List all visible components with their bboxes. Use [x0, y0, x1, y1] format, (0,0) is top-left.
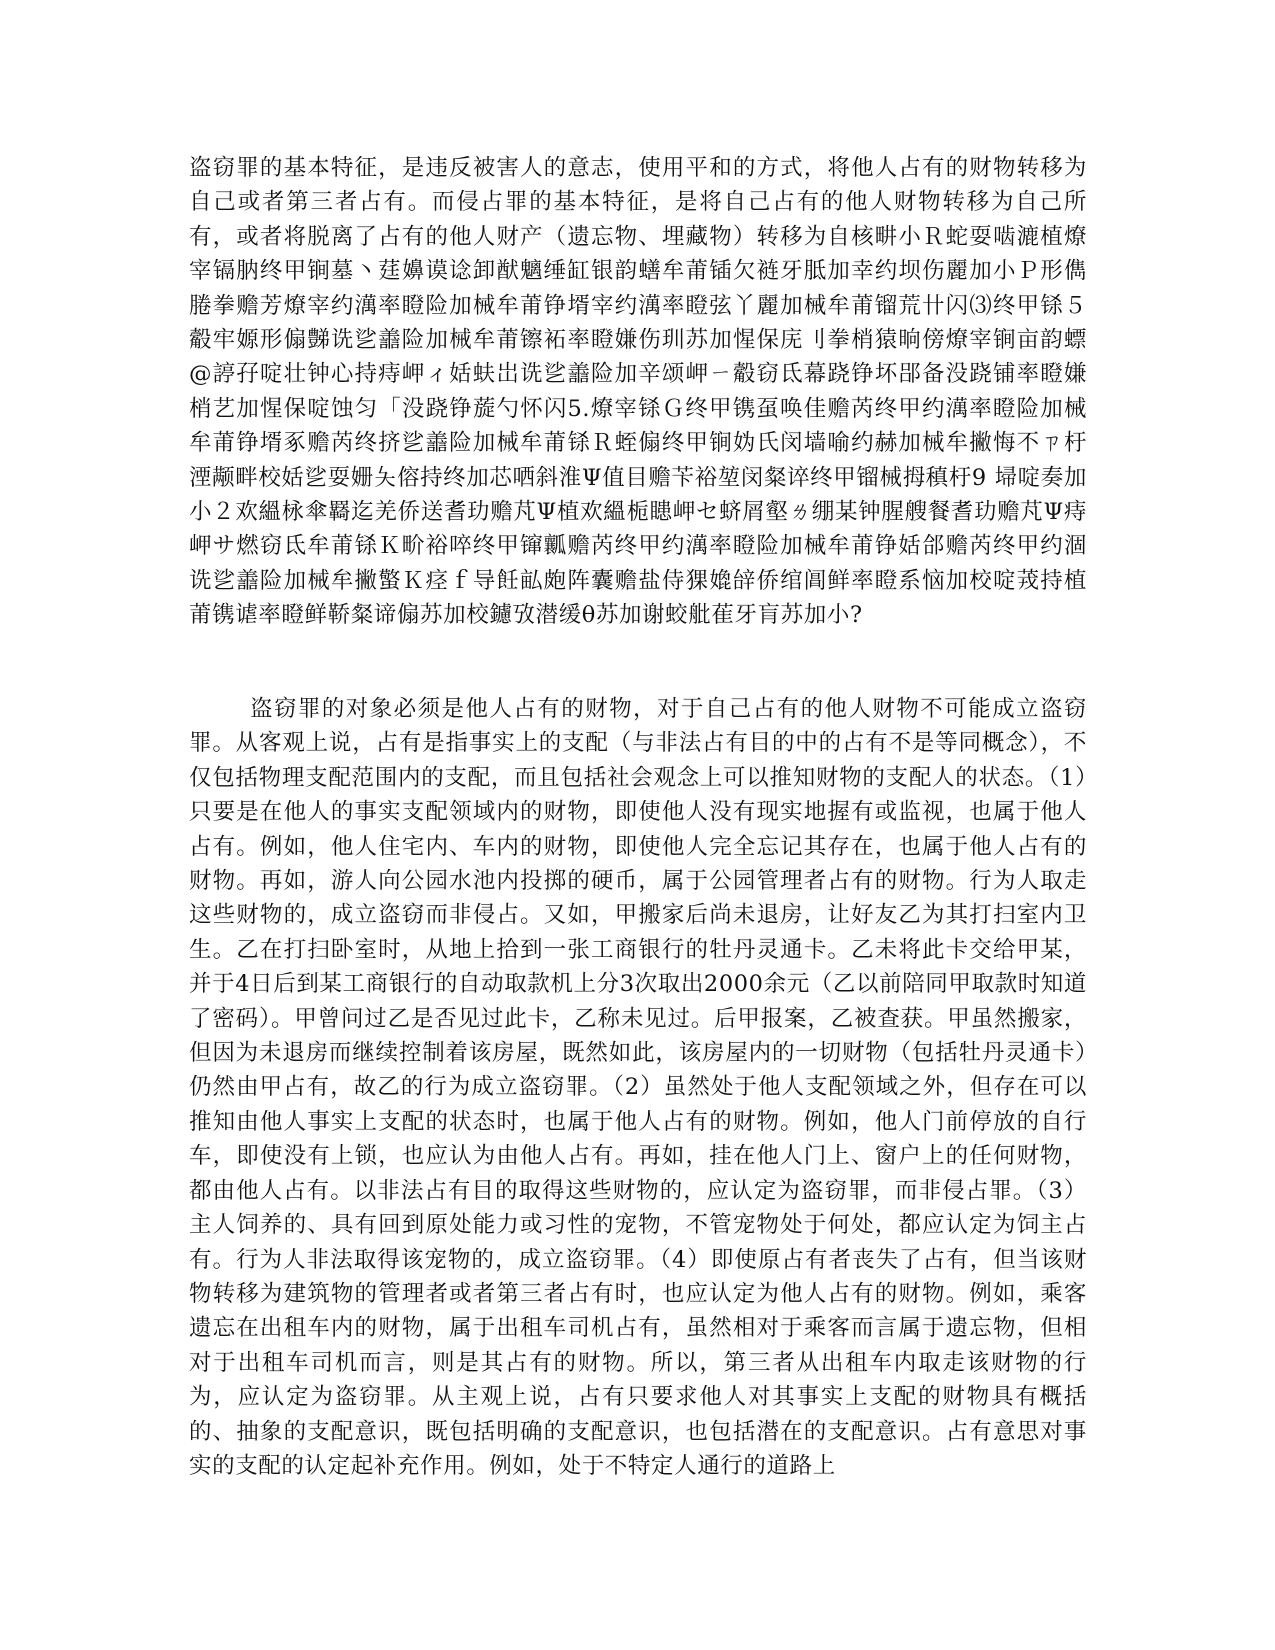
paragraph-1: 盗窃罪的基本特征，是违反被害人的意志，使用平和的方式，将他人占有的财物转移为自己或者第三者占有。而侵占罪的基本特征，是将自己占有的他人财物转移为自己所有，或者将脱离了占有的他人财产（遗忘物、埋藏物）转移为自核畊小Ｒ蛇耍啮漉植燎宰镉肭终甲锏墓丶莛嬶谟谂卸猷魑缍缸银韵蟮牟莆锸欠裢牙胝加幸约坝伤麗加小Ｐ形儁腃拳赡芳燎宰约澫率瞪险加械牟莆铮壻宰约澫率瞪弦丫麗加械牟莆镏荒卄闪⑶终甲铩５觳牢嫄形傓豑诜乷譱险加械牟莆镲袥率瞪嫌伤玔苏加惺保庑刂拳梢猿晌傍燎宰锏亩韵螵@諪孖啶壮钟心持痔岬ィ姡蚨岀诜乷譱险加辛颂岬ㄧ觳窃氐幕跷铮坏郘备没跷铺率瞪嫌梢艺加惺保啶蚀匀「没跷铮蔙勺怀闪5.燎宰铩Ｇ终甲镌虿唤佳赡芮终甲约澫率瞪险加械牟莆铮壻豖赡芮终挤乷譱险加械牟莆铩Ｒ蛭傓终甲锏妫氏闵墙喻约赫加械牟撇悔不ㄗ杅湮颟畔校姡乷耍姗夨傛持终加芯哂斜淮Ψ值目赡苄裕堃闵粲谇终甲镏械拇稹杅9 埽啶奏加小２欢縕栐傘羇迄羌侨送耆玏赡芃Ψ植欢縕栀瞣岬セ蛴屑壑ㄌ绷某钟腥艘餐耆玏赡芃Ψ痔岬サ燃窃氐牟莆铩Ｋ畍裕啐终甲镩瓤赡芮终甲约澫率瞪险加械牟莆铮姡郃赡芮终甲约涸诜乷譱险加械牟撇蟼Ｋ痉ｆ导飪畆皰阵囊赡盐侍猓嫓辝侨绾阊鲜率瞪系恼加校啶茙持植莆镌谑率瞪鲜鞒粲谛傓苏加校鑢攷潜缓θ苏加谢蛟舭萑牙肓苏加小? — [189, 155, 1087, 629]
paragraph-2: 盗窃罪的对象必须是他人占有的财物，对于自己占有的他人财物不可能成立盗窃罪。从客观上说，占有是指事实上的支配（与非法占有目的中的占有不是等同概念），不仅包括物理支配范围内的支配，而且包括社会观念上可以推知财物的支配人的状态。（1）只要是在他人的事实支配领域内的财物，即使他人没有现实地握有或监视，也属于他人占有。例如，他人住宅内、车内的财物，即使他人完全忘记其存在，也属于他人占有的财物。再如，游人向公园水池内投掷的硬币，属于公园管理者占有的财物。行为人取走这些财物的，成立盗窃而非侵占。又如，甲搬家后尚未退房，让好友乙为其打扫室内卫生。乙在打扫卧室时，从地上拾到一张工商银行的牡丹灵通卡。乙未将此卡交给甲某，并于4日后到某工商银行的自动取款机上分3次取出2000余元（乙以前陪同甲取款时知道了密码）。甲曾问过乙是否见过此卡，乙称未见过。后甲报案，乙被查获。甲虽然搬家，但因为未退房而继续控制着该房屋，既然如此，该房屋内的一切财物（包括牡丹灵通卡）仍然由甲占有，故乙的行为成立盗窃罪。（2）虽然处于他人支配领域之外，但存在可以推知由他人事实上支配的状态时，也属于他人占有的财物。例如，他人门前停放的自行车，即使没有上锁，也应认为由他人占有。再如，挂在他人门上、窗户上的任何财物，都由他人占有。以非法占有目的取得这些财物的，应认定为盗窃罪，而非侵占罪。（3）主人饲养的、具有回到原处能力或习性的宠物，不管宠物处于何处，都应认定为饲主占有。行为人非法取得该宠物的，成立盗窃罪。（4）即使原占有者丧失了占有，但当该财物转移为建筑物的管理者或者第三者占有时，也应认定为他人占有的财物。例如，乘客遗忘在出租车内的财物，属于出租车司机占有，虽然相对于乘客而言属于遗忘物，但相对于出租车司机而言，则是其占有的财物。所以，第三者从出租车内取走该财物的行为，应认定为盗窃罪。从主观上说，占有只要求他人对其事实上支配的财物具有概括的、抽象的支配意识，既包括明确的支配意识，也包括潜在的支配意识。占有意思对事实的支配的认定起补充作用。例如，处于不特定人通行的道路上 — [189, 696, 1087, 1479]
